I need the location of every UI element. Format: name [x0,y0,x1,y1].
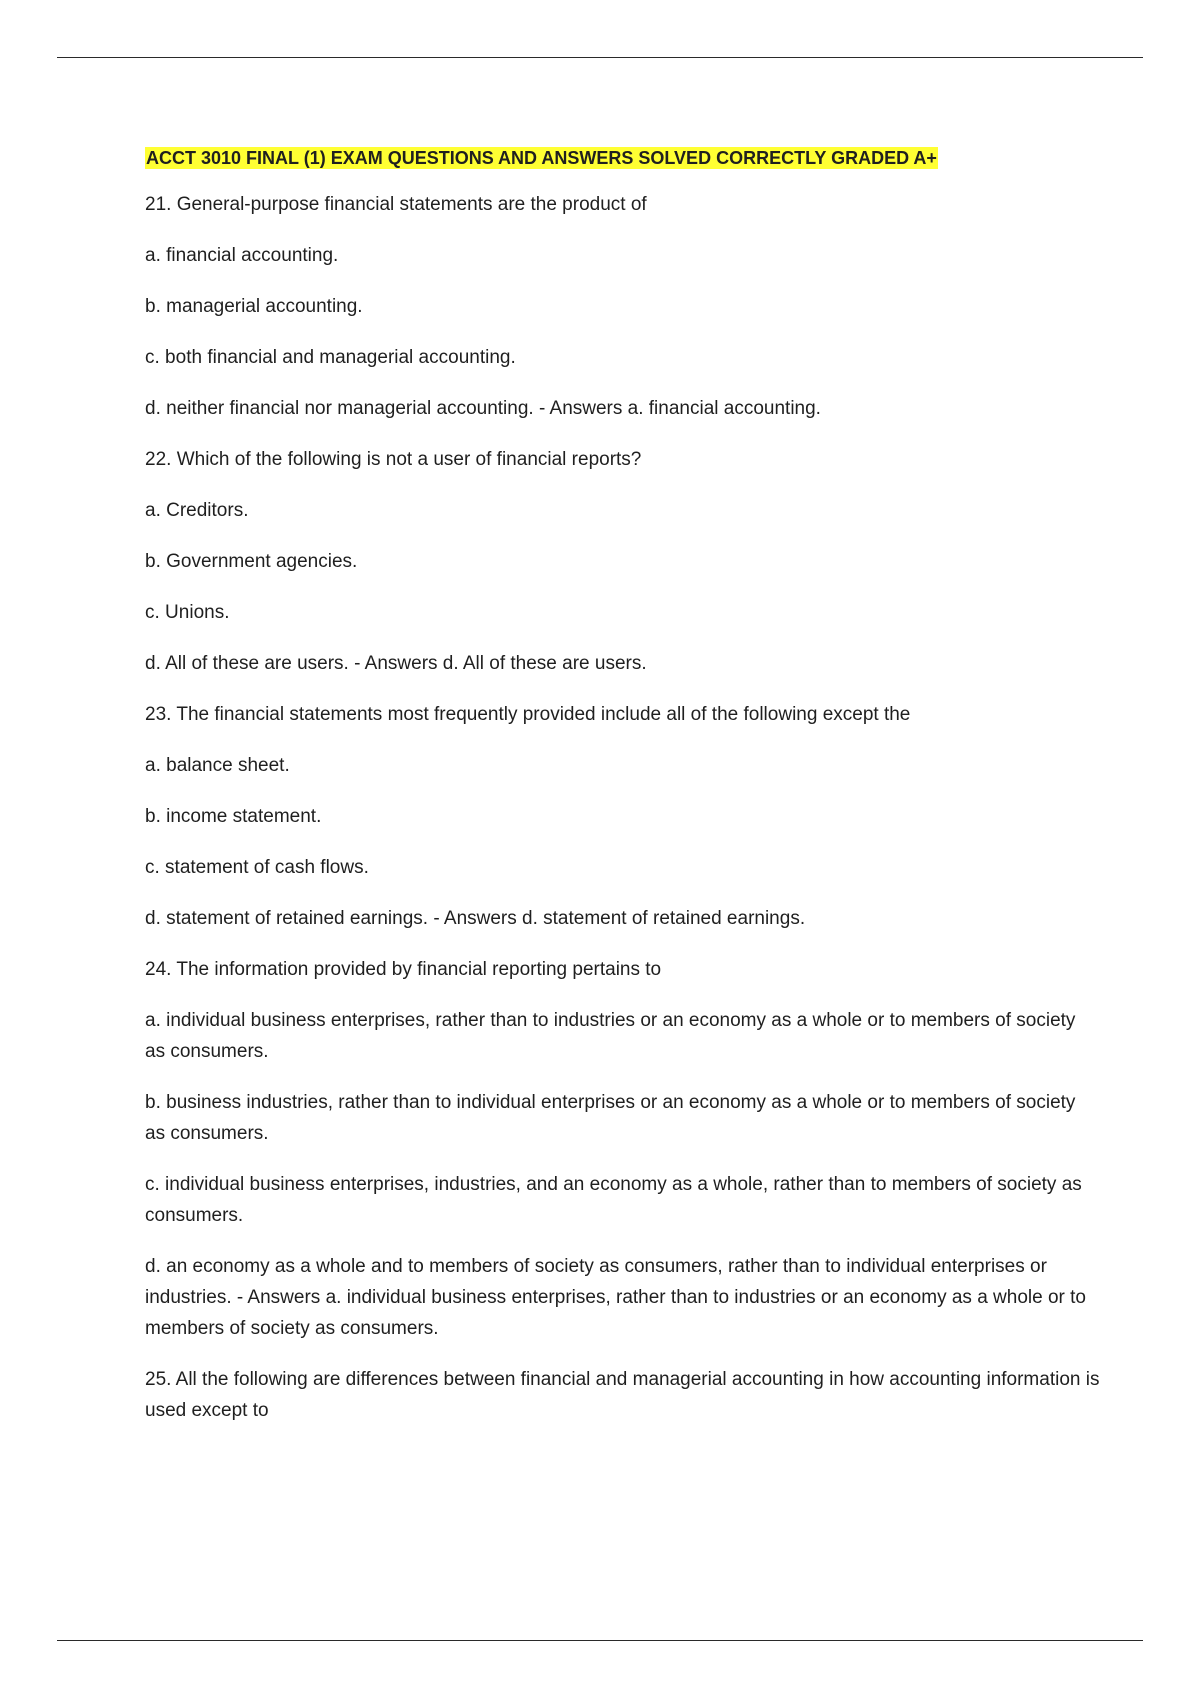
option-24-c: c. individual business enterprises, industries, and an economy as a whole, rather than to members of society as consumers. [145,1174,1082,1226]
option-23-d-answer: d. statement of retained earnings. - Answers d. statement of retained earnings. [145,908,806,929]
option-23-a: a. balance sheet. [145,755,290,776]
option-22-a: a. Creditors. [145,500,249,521]
option-21-b: b. managerial accounting. [145,296,363,317]
question-23-block [145,699,1100,934]
question-25-block [145,1364,1100,1426]
option-22-d-answer: d. All of these are users. - Answers d. All of these are users. [145,653,647,674]
title-highlight: ACCT 3010 FINAL (1) EXAM QUESTIONS AND ANSWERS SOLVED CORRECTLY GRADED A+ [146,148,937,168]
option-22-c: c. Unions. [145,602,230,623]
question-22-block [145,444,1100,679]
option-24-b: b. business industries, rather than to individual enterprises or an economy as a whole or to members of society as consumers. [145,1092,1076,1144]
document-body [145,144,1100,1446]
question-25: 25. All the following are differences between financial and managerial accounting in how accounting information is used except to [145,1369,1100,1421]
question-22: 22. Which of the following is not a user of financial reports? [145,449,642,470]
document-title [145,144,1100,172]
option-24-a: a. individual business enterprises, rather than to industries or an economy as a whole or to members of society as consumers. [145,1010,1076,1062]
option-21-d-answer: d. neither financial nor managerial accounting. - Answers a. financial accounting. [145,398,821,419]
option-21-a: a. financial accounting. [145,245,339,266]
question-24-block [145,954,1100,1344]
question-21-block [145,189,1100,424]
question-23: 23. The financial statements most frequently provided include all of the following except the [145,704,911,725]
option-23-b: b. income statement. [145,806,322,827]
option-22-b: b. Government agencies. [145,551,358,572]
option-24-d-answer: d. an economy as a whole and to members of society as consumers, rather than to individual enterprises or industries. - Answers a. individual business enterprises, rather than to industries or an economy as a whole or to members of society as consumers. [145,1256,1086,1339]
question-24: 24. The information provided by financial reporting pertains to [145,959,662,980]
option-23-c: c. statement of cash flows. [145,857,369,878]
bottom-divider [57,1640,1143,1641]
top-divider [57,57,1143,58]
question-21: 21. General-purpose financial statements are the product of [145,194,647,215]
option-21-c: c. both financial and managerial accounting. [145,347,516,368]
